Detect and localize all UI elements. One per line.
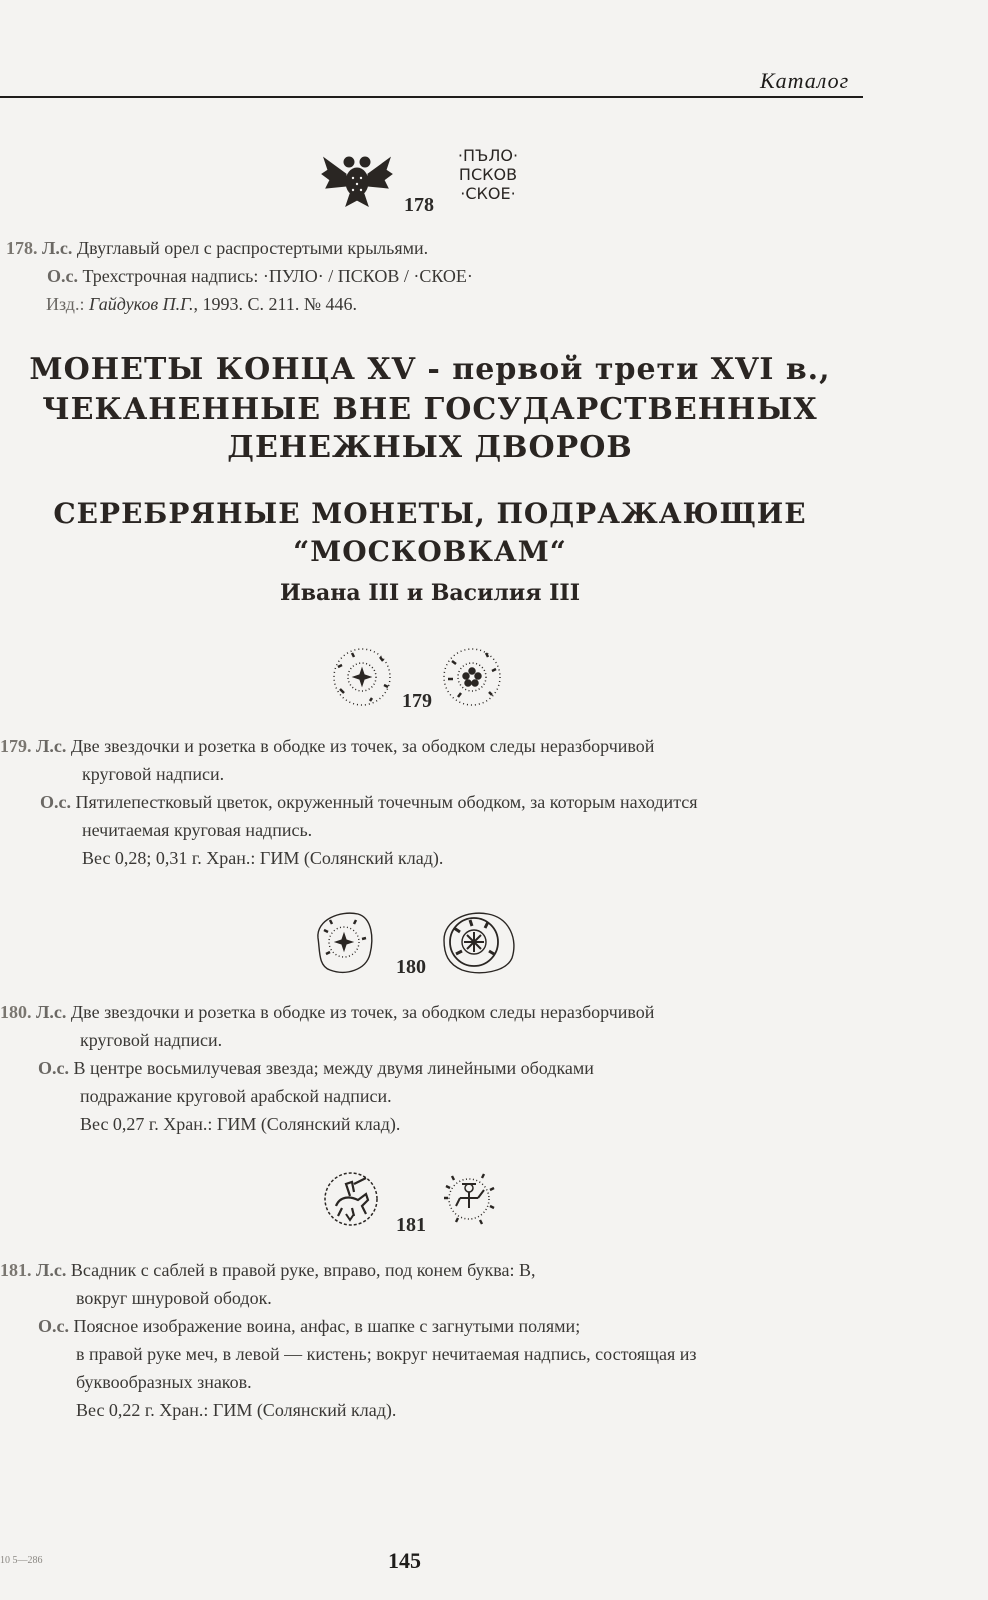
catalog-entry-178 <box>6 234 473 318</box>
obverse-label: Л.с. <box>42 238 73 258</box>
coin-obverse-drawing <box>310 908 376 976</box>
double-headed-eagle-icon <box>322 148 392 210</box>
obverse-label: Л.с. <box>36 1002 67 1022</box>
entry-number: 178. <box>6 238 38 258</box>
inscription-drawing <box>452 146 524 203</box>
obverse-text-cont: круговой надписи. <box>82 764 225 784</box>
coin-obverse-drawing <box>330 645 394 709</box>
reverse-text-cont: буквообразных знаков. <box>76 1372 252 1392</box>
section-heading-line: МОНЕТЫ КОНЦА XV - первой трети XVI в., <box>29 352 831 387</box>
running-header: Каталог <box>760 68 850 93</box>
section-heading-line: ЧЕКАНЕННЫЕ ВНЕ ГОСУДАРСТВЕННЫХ <box>42 392 818 427</box>
inscription-line: ·ПЪЛО· <box>457 146 519 165</box>
reverse-text-cont: в правой руке меч, в левой — кистень; вокруг нечитаемая надпись, состоящая из <box>76 1344 697 1364</box>
reverse-label: О.с. <box>38 1058 69 1078</box>
catalog-entry-180 <box>0 998 654 1138</box>
figure-number: 181 <box>396 1214 426 1236</box>
obverse-text: Две звездочки и розетка в ободке из точек, за ободком следы неразборчивой <box>70 1002 655 1022</box>
weight-storage: Вес 0,27 г. Хран.: ГИМ (Солянский клад). <box>80 1114 401 1134</box>
figure-number: 180 <box>396 956 426 978</box>
section-heading-line: ДЕНЕЖНЫХ ДВОРОВ <box>227 430 633 465</box>
entry-number: 179. <box>0 736 32 756</box>
publication-author: Гайдуков П.Г. <box>88 294 194 314</box>
coin-reverse-drawing <box>438 1168 500 1230</box>
subsection-subtitle: Ивана III и Василия III <box>279 580 581 606</box>
coin-reverse-drawing <box>440 910 520 976</box>
header-rule <box>0 96 863 98</box>
page-number: 145 <box>388 1548 421 1573</box>
reverse-text: Поясное изображение воина, анфас, в шапке с загнутыми полями; <box>73 1316 581 1336</box>
catalog-entry-179 <box>0 732 698 872</box>
figure-number: 178 <box>404 194 434 216</box>
figure-number: 179 <box>402 690 432 712</box>
subsection-heading-line: “МОСКОВКАМ“ <box>293 535 567 568</box>
obverse-text: Две звездочки и розетка в ободке из точек, за ободком следы неразборчивой <box>70 736 655 756</box>
reverse-text-cont: нечитаемая круговая надпись. <box>82 820 313 840</box>
weight-storage: Вес 0,28; 0,31 г. Хран.: ГИМ (Солянский клад). <box>82 848 444 868</box>
printer-signature: 10 5—286 <box>0 1555 43 1566</box>
reverse-text: Пятилепестковый цветок, окруженный точечным ободком, за которым находится <box>75 792 698 812</box>
coin-reverse-drawing <box>440 645 504 709</box>
obverse-text-cont: круговой надписи. <box>80 1030 223 1050</box>
reverse-text-cont: подражание круговой арабской надписи. <box>80 1086 392 1106</box>
obverse-text: Всадник с саблей в правой руке, вправо, под конем буква: В, <box>70 1260 536 1280</box>
inscription-line: ·СКОЕ· <box>460 184 516 203</box>
reverse-label: О.с. <box>38 1316 69 1336</box>
publication-ref: , 1993. С. 211. № 446. <box>193 294 358 314</box>
reverse-text: В центре восьмилучевая звезда; между двумя линейными ободками <box>73 1058 594 1078</box>
weight-storage: Вес 0,22 г. Хран.: ГИМ (Солянский клад). <box>76 1400 397 1420</box>
publication-label: Изд.: <box>46 294 85 314</box>
catalog-entry-181 <box>0 1256 697 1424</box>
reverse-text: Трехстрочная надпись: ·ПУЛО· / ПСКОВ / ·СКОЕ· <box>82 266 473 286</box>
obverse-label: Л.с. <box>36 736 67 756</box>
entry-number: 180. <box>0 1002 32 1022</box>
inscription-line: ПСКОВ <box>458 165 518 184</box>
obverse-label: Л.с. <box>36 1260 67 1280</box>
obverse-text-cont: вокруг шнуровой ободок. <box>76 1288 272 1308</box>
entry-number: 181. <box>0 1260 32 1280</box>
coin-obverse-drawing <box>322 1170 380 1228</box>
reverse-label: О.с. <box>40 792 71 812</box>
subsection-heading-line: СЕРЕБРЯНЫЕ МОНЕТЫ, ПОДРАЖАЮЩИЕ <box>53 497 807 530</box>
reverse-label: О.с. <box>47 266 78 286</box>
obverse-text: Двуглавый орел с распростертыми крыльями. <box>76 238 429 258</box>
